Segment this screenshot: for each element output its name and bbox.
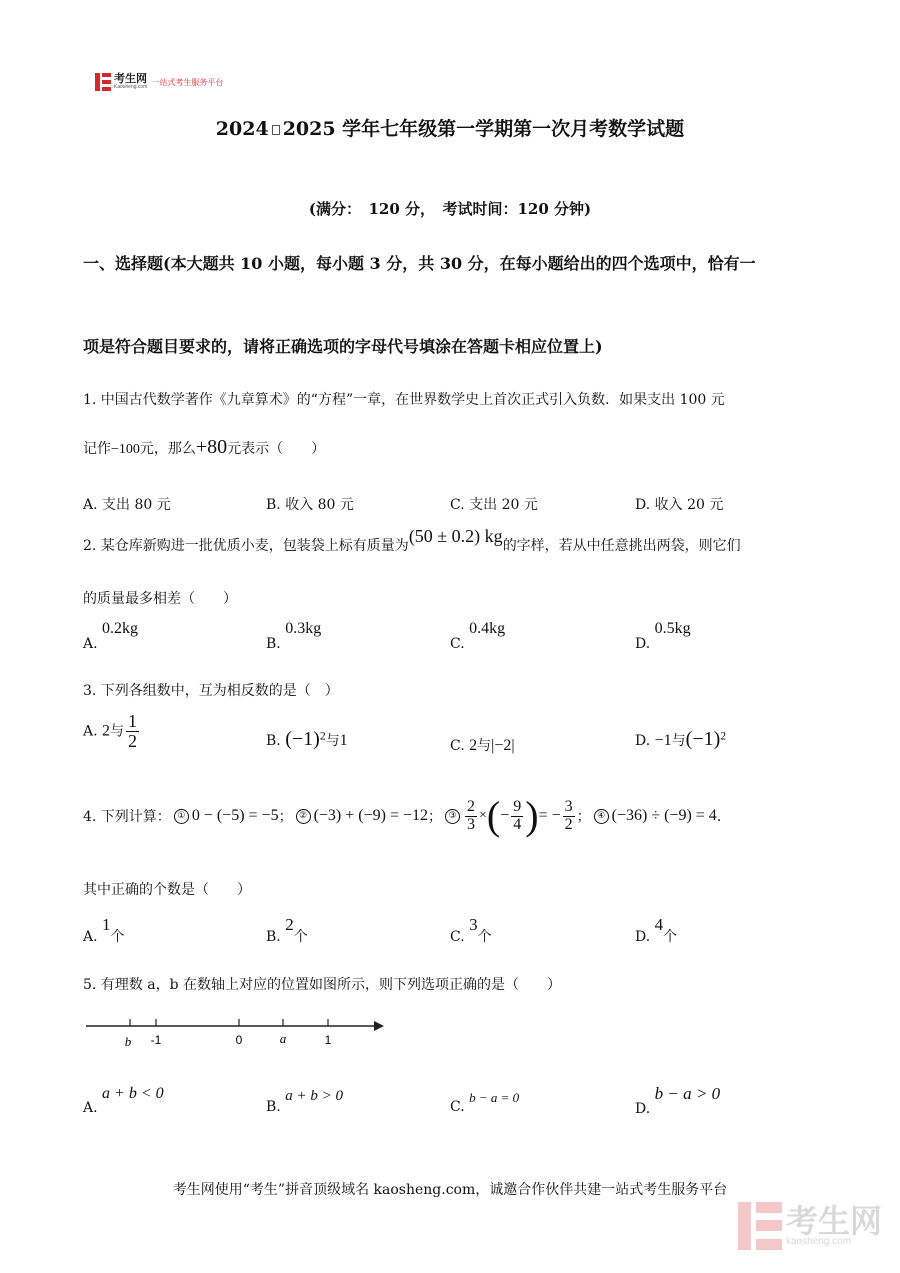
q4-option-a[interactable]: A. 1个	[83, 915, 125, 945]
q2-option-b[interactable]: B. 0.3kg	[266, 620, 322, 652]
q5-option-b[interactable]: B. a + b > 0	[266, 1088, 343, 1115]
q5-option-c[interactable]: C. b − a = 0	[450, 1090, 520, 1115]
q3-option-b[interactable]: B. $(-1)^2$与1	[266, 728, 348, 750]
q3-option-c[interactable]: C. 2与|−2|	[450, 737, 515, 754]
label-minus-one: -1	[150, 1033, 162, 1047]
watermark-logo	[738, 1202, 882, 1250]
q4-option-c[interactable]: C. 3个	[450, 915, 492, 945]
q1-option-d[interactable]: D. 收入 20 元	[635, 497, 724, 513]
label-zero: 0	[235, 1033, 243, 1047]
q3-option-d[interactable]: D. −1与$(-1)^2$	[635, 728, 727, 750]
q5-option-a[interactable]: A. a + b < 0	[83, 1085, 164, 1116]
q3-stem: 3. 下列各组数中，互为相反数的是（ ）	[83, 683, 339, 699]
logo-icon	[95, 73, 111, 91]
label-a: a	[279, 1031, 287, 1046]
q4-stem-line2: 其中正确的个数是（ ）	[83, 882, 251, 898]
number-line-figure	[84, 1015, 394, 1055]
q2-option-c[interactable]: C. 0.4kg	[450, 620, 506, 652]
section-heading-line2: 项是符合题目要求的，请将正确选项的字母代号填涂在答题卡相应位置上)	[83, 337, 603, 356]
watermark-name: 考生网	[785, 1203, 882, 1239]
q4-stem-line1: 4. 下列计算： ① 0 − (−5) = −5 ； ② (−3) + (−9) = −12 ； ③ $\frac{2}{3}$ × ( − $\frac{9}{4}$ ) = − $\frac{3}{2}$ ； ④ (−36) ÷ (−9) = 4 ．	[83, 793, 731, 838]
q1-option-b[interactable]: B. 收入 80 元	[266, 497, 354, 513]
page-footer: 考生网使用“考生”拼音顶级域名 kaosheng.com，诚邀合作伙伴共建一站式考生服务平台	[172, 1182, 728, 1198]
q4-option-b[interactable]: B. 2个	[266, 915, 308, 945]
q2-option-d[interactable]: D. 0.5kg	[635, 620, 691, 652]
page-title: 2024 2025 学年七年级第一学期第一次月考数学试题	[215, 118, 685, 140]
watermark-domain: kaosheng.com	[785, 1236, 852, 1247]
q5-stem: 5. 有理数 a，b 在数轴上对应的位置如图所示，则下列选项正确的是（ ）	[83, 977, 562, 993]
q1-stem-line1: 1. 中国古代数学著作《九章算术》的“方程”一章，在世界数学史上首次正式引入负数．如果支出 100 元	[83, 392, 725, 408]
watermark-icon	[738, 1202, 782, 1250]
label-b: b	[124, 1034, 132, 1049]
logo-domain: Kaosheng.com	[114, 84, 148, 90]
q2-option-a[interactable]: A. 0.2kg	[83, 620, 139, 652]
q2-stem-line2: 的质量最多相差（ ）	[83, 591, 237, 607]
q4-option-d[interactable]: D. 4个	[635, 915, 678, 945]
logo-name: 考生网	[114, 73, 147, 85]
number-line-arrow	[374, 1021, 384, 1031]
logo-slogan: 一站式考生服务平台	[151, 77, 224, 87]
header-logo	[95, 72, 223, 92]
exam-info: (满分： 120 分， 考试时间：120 分钟)	[308, 200, 592, 218]
section-heading-line1: 一、选择题(本大题共 10 小题，每小题 3 分，共 30 分，在每小题给出的四个选项中，恰有一	[83, 254, 756, 273]
q1-stem-line2: 记作−100元，那么+80元表示（ ）	[83, 436, 326, 458]
q3-option-a[interactable]: A. 2与 $\frac{1}{2}$	[83, 711, 138, 751]
q2-stem-line1: 2. 某仓库新购进一批优质小麦，包装袋上标有质量为(50 ± 0.2) kg的字样，若从中任意挑出两袋，则它们	[83, 526, 741, 554]
q1-option-c[interactable]: C. 支出 20 元	[450, 497, 538, 513]
q1-option-a[interactable]: A. 支出 80 元	[83, 497, 171, 513]
label-one: 1	[324, 1033, 332, 1047]
q5-option-d[interactable]: D. b − a > 0	[635, 1084, 721, 1117]
